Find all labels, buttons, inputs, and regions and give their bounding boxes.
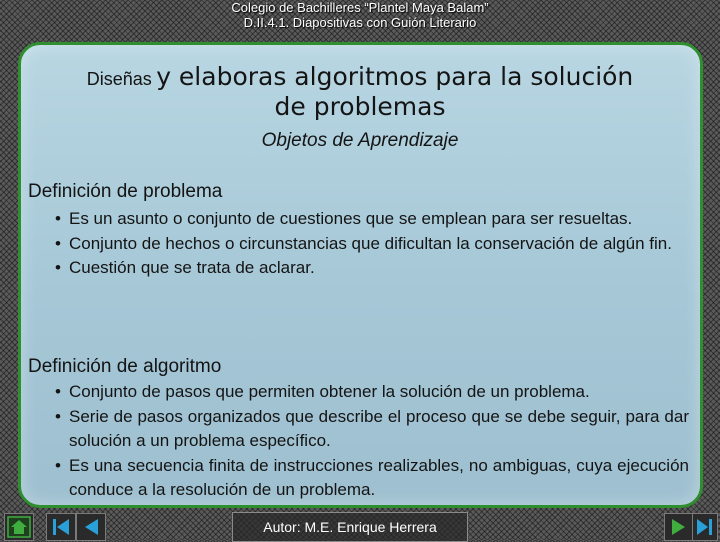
bullet-list-problema: [55, 207, 689, 281]
first-slide-icon: [47, 514, 75, 540]
author-label: Autor: M.E. Enrique Herrera: [232, 512, 468, 542]
title-small-word: Diseñas: [86, 69, 152, 89]
next-slide-button[interactable]: [664, 513, 694, 541]
home-icon: [5, 514, 33, 540]
bullet-item: • Serie de pasos organizados que describe el proceso que se debe seguir, para dar solución a un problema específico.: [55, 405, 689, 454]
slide-title-line2: de problemas: [274, 92, 446, 121]
last-slide-icon: [693, 514, 717, 540]
section-heading-algoritmo: Definición de algoritmo: [28, 356, 222, 377]
slide-subtitle: Objetos de Aprendizaje: [261, 130, 459, 151]
bullet-item: • Conjunto de pasos que permiten obtener la solución de un problema.: [55, 380, 689, 405]
header-school-name: Colegio de Bachilleres “Plantel Maya Balam”: [231, 0, 489, 15]
next-slide-icon: [665, 514, 693, 540]
previous-slide-icon: [77, 514, 105, 540]
bullet-item: • Es un asunto o conjunto de cuestiones que se emplean para ser resueltas.: [55, 207, 689, 232]
bullet-item: • Conjunto de hechos o circunstancias que dificultan la conservación de algún fin.: [55, 232, 689, 257]
bullet-item: • Es una secuencia finita de instrucciones realizables, no ambiguas, cuya ejecución conduce a la resolución de un problema.: [55, 454, 689, 503]
last-slide-button[interactable]: [692, 513, 718, 541]
header-slide-code: D.II.4.1. Diapositivas con Guión Literario: [243, 15, 477, 30]
home-button[interactable]: [4, 513, 34, 541]
bullet-item: • Cuestión que se trata de aclarar.: [55, 256, 689, 281]
slide-title: [0, 62, 720, 91]
slide-footer: [0, 510, 720, 540]
slide-header: [0, 0, 720, 40]
previous-slide-button[interactable]: [76, 513, 106, 541]
bullet-list-algoritmo: [55, 380, 689, 503]
first-slide-button[interactable]: [46, 513, 76, 541]
title-main-text: y elaboras algoritmos para la solución: [156, 62, 634, 91]
section-heading-problema: Definición de problema: [28, 181, 223, 202]
